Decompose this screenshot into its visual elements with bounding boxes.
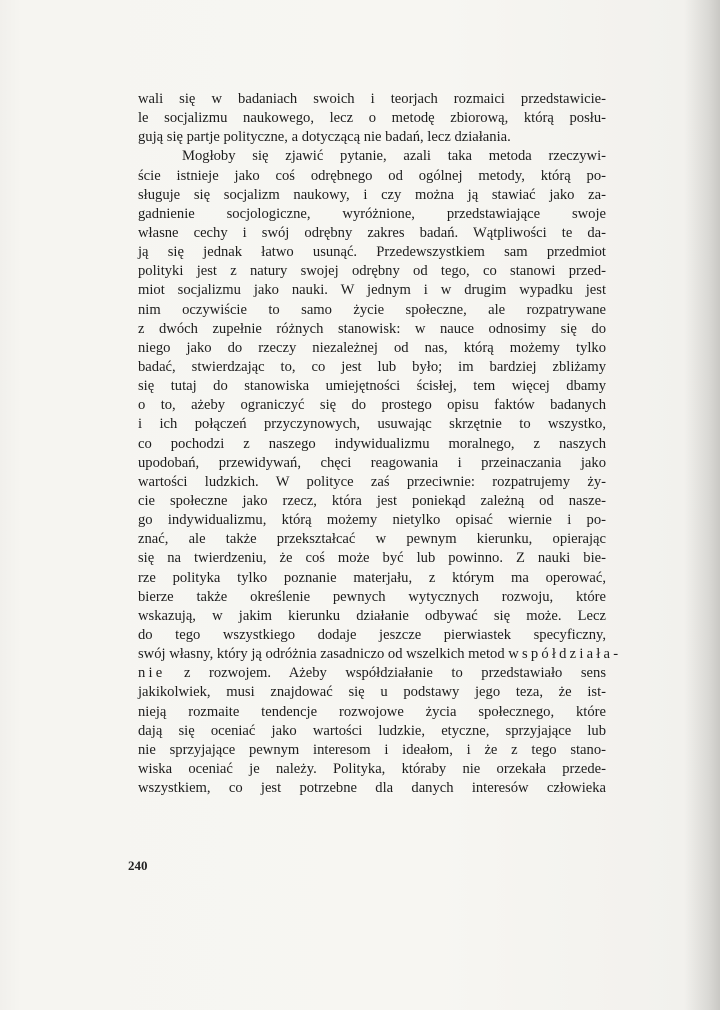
text-line: miot socjalizmu jako nauki. W jednym i w drugim wypadku jest xyxy=(138,282,606,299)
text-line: nie sprzyjające pewnym interesom i ideałom, i że z tego stano- xyxy=(138,741,606,758)
text-line: o to, ażeby ograniczyć się do prostego opisu faktów badanych xyxy=(138,397,606,414)
text-line: nim oczywiście to samo życie społeczne, ale rozpatrywane xyxy=(138,301,606,318)
spaced-emphasis: współdziała- xyxy=(508,646,622,663)
spaced-emphasis-continuation: nie xyxy=(138,665,166,682)
text-line: z dwóch zupełnie różnych stanowisk: w nauce odnosimy się do xyxy=(138,320,606,337)
text-line: gadnienie socjologiczne, wyróżnione, przedstawiające swoje xyxy=(138,205,606,222)
text-line: badać, stwierdzając to, co jest lub było; im bardziej zbliżamy xyxy=(138,358,606,375)
text-line: polityki jest z natury swojej odrębny od tego, co stanowi przed- xyxy=(138,263,606,280)
text-line: wiska oceniać je należy. Polityka, któraby nie orzekała przede- xyxy=(138,760,606,777)
text-line: dają się oceniać jako wartości ludzkie, etyczne, sprzyjające lub xyxy=(138,722,606,739)
text-line: własne cechy i swój odrębny zakres badań. Wątpliwości te da- xyxy=(138,224,606,241)
text-line: ją się jednak łatwo usunąć. Przedewszystkiem sam przedmiot xyxy=(138,244,606,261)
text-line xyxy=(138,664,606,683)
text-line: le socjalizmu naukowego, lecz o metodę zbiorową, którą posłu- xyxy=(138,110,606,127)
text-line: wskazują, w jakim kierunku działanie odbywać się może. Lecz xyxy=(138,607,606,624)
text-line: sługuje się socjalizm naukowy, i czy można ją stawiać jako za- xyxy=(138,186,606,203)
text-line: wartości ludzkich. W polityce zaś przeciwnie: rozpatrujemy ży- xyxy=(138,473,606,490)
text-line: jakikolwiek, musi znajdować się u podstawy jego teza, że ist- xyxy=(138,684,606,701)
text-fragment: swój własny, który ją odróżnia zasadniczo od wszelkich metod xyxy=(138,646,505,663)
text-line: ście istnieje jako coś odrębnego od ogólnej metody, którą po- xyxy=(138,167,606,184)
paragraph-main xyxy=(138,147,622,798)
text-line: cie społeczne jako rzecz, która jest poniekąd zależną od nasze- xyxy=(138,492,606,509)
text-line: wszystkiem, co jest potrzebne dla danych interesów człowieka xyxy=(138,780,606,797)
text-line: gują się partje polityczne, a dotyczącą nie badań, lecz działania. xyxy=(138,129,511,146)
text-line: niego jako do rzeczy niezależnej od nas, którą możemy tylko xyxy=(138,339,606,356)
text-line: bierze także określenie pewnych wytycznych rozwoju, które xyxy=(138,588,606,605)
text-line: co pochodzi z naszego indywidualizmu moralnego, z naszych xyxy=(138,435,606,452)
text-line: upodobań, przewidywań, chęci reagowania i przeinaczania jako xyxy=(138,454,606,471)
text-line xyxy=(138,645,622,664)
text-fragment: z rozwojem. Ażeby współdziałanie to przedstawiało sens xyxy=(183,665,607,682)
text-line: do tego wszystkiego dodaje jeszcze pierwiastek specyficzny, xyxy=(138,626,606,643)
text-line: i ich połączeń przyczynowych, usuwając skrzętnie to wszystko, xyxy=(138,416,606,433)
page-number: 240 xyxy=(128,858,148,873)
text-line: go indywidualizmu, którą możemy nietylko opisać wiernie i po- xyxy=(138,512,606,529)
text-line: rze polityka tylko poznanie materjału, z którym ma operować, xyxy=(138,569,606,586)
text-line: Mogłoby się zjawić pytanie, azali taka metoda rzeczywi- xyxy=(182,148,606,165)
body-text xyxy=(138,90,622,798)
paragraph-continuation xyxy=(138,90,606,147)
text-line: nieją rozmaite tendencje rozwojowe życia społecznego, które xyxy=(138,703,606,720)
text-line: się na twierdzeniu, że coś może być lub powinno. Z nauki bie- xyxy=(138,550,606,567)
text-line: znać, ale także przekształcać w pewnym kierunku, opierając xyxy=(138,531,606,548)
text-line: się tutaj do stanowiska umiejętności ścisłej, tem więcej dbamy xyxy=(138,378,606,395)
text-line: wali się w badaniach swoich i teorjach rozmaici przedstawicie- xyxy=(138,91,606,107)
